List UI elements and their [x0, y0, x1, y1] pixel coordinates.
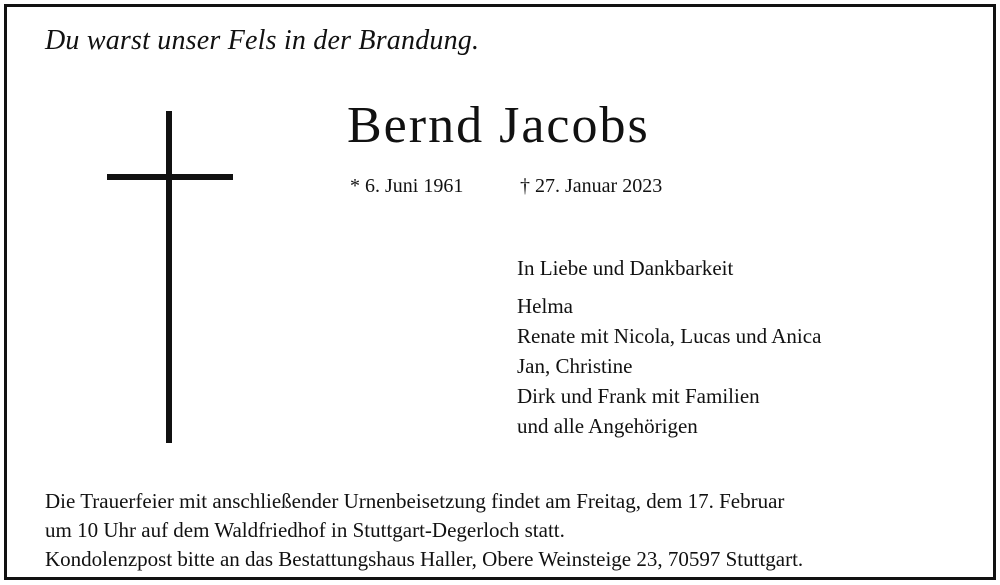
birth-date: * 6. Juni 1961: [350, 175, 464, 197]
mourner-line: Helma: [517, 294, 573, 318]
mourner-line: und alle Angehörigen: [517, 414, 698, 438]
obituary-frame: [4, 4, 996, 580]
mourners-lead: In Liebe und Dankbarkeit: [517, 256, 734, 280]
mourner-line: Jan, Christine: [517, 354, 633, 378]
mourner-line: Dirk und Frank mit Familien: [517, 384, 760, 408]
funeral-notice: [45, 487, 803, 574]
cross-icon: [107, 111, 233, 443]
life-dates: [350, 175, 662, 198]
funeral-notice-line: Kondolenzpost bitte an das Bestattungshaus Haller, Obere Weinsteige 23, 70597 Stuttgart.: [45, 547, 804, 571]
mourners-list: [517, 291, 821, 441]
cross-vertical-bar: [166, 111, 172, 443]
deceased-name: Bernd Jacobs: [347, 97, 650, 154]
funeral-notice-line: Die Trauerfeier mit anschließender Urnenbeisetzung findet am Freitag, dem 17. Februar: [45, 489, 785, 513]
mourners-block: [517, 253, 821, 441]
motto: Du warst unser Fels in der Brandung.: [45, 25, 480, 56]
cross-horizontal-bar: [107, 174, 233, 180]
mourner-line: Renate mit Nicola, Lucas und Anica: [517, 324, 822, 348]
death-date: † 27. Januar 2023: [520, 175, 663, 197]
funeral-notice-line: um 10 Uhr auf dem Waldfriedhof in Stuttgart-Degerloch statt.: [45, 518, 565, 542]
